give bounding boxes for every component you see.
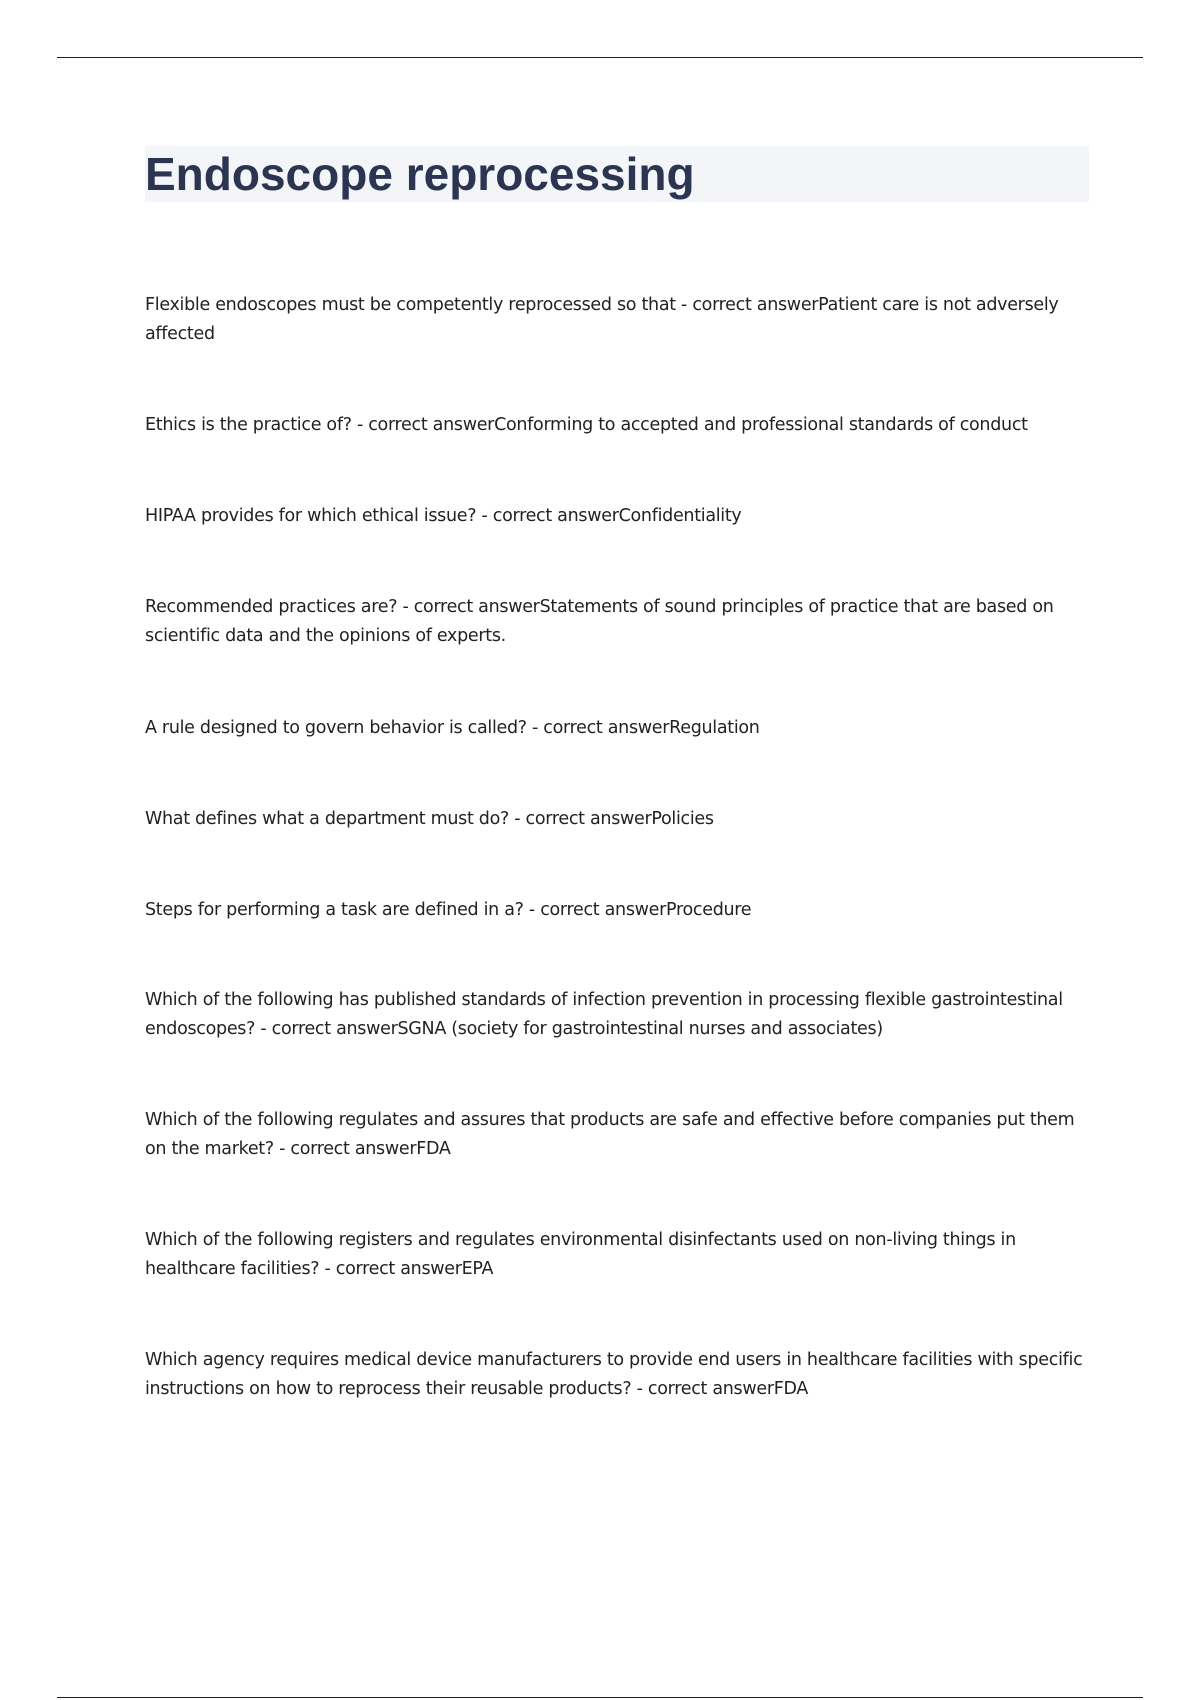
footer-rule (57, 1697, 1143, 1698)
qa-item: Ethics is the practice of? - correct answerConforming to accepted and professional standards of conduct (145, 415, 1028, 435)
document-title: Endoscope reprocessing (145, 148, 695, 200)
qa-item: Flexible endoscopes must be competently reprocessed so that - correct answerPatient care is not adversely affected (145, 295, 1059, 344)
qa-item: Which agency requires medical device manufacturers to provide end users in healthcare facilities with specific instructions on how to reprocess their reusable products? - correct answerFDA (145, 1350, 1083, 1399)
header-rule (57, 57, 1143, 58)
qa-item: HIPAA provides for which ethical issue? - correct answerConfidentiality (145, 506, 742, 526)
qa-item: Which of the following regulates and assures that products are safe and effective before companies put them on the market? - correct answerFDA (145, 1110, 1075, 1159)
qa-item: A rule designed to govern behavior is called? - correct answerRegulation (145, 718, 760, 738)
qa-item: Which of the following has published standards of infection prevention in processing flexible gastrointestinal endoscopes? - correct answerSGNA (society for gastrointestinal nurses and associates) (145, 990, 1063, 1039)
qa-item: What defines what a department must do? - correct answerPolicies (145, 809, 714, 829)
qa-item: Steps for performing a task are defined in a? - correct answerProcedure (145, 900, 752, 920)
qa-item: Which of the following registers and regulates environmental disinfectants used on non-living things in healthcare facilities? - correct answerEPA (145, 1230, 1016, 1279)
qa-item: Recommended practices are? - correct answerStatements of sound principles of practice that are based on scientific data and the opinions of experts. (145, 597, 1054, 646)
